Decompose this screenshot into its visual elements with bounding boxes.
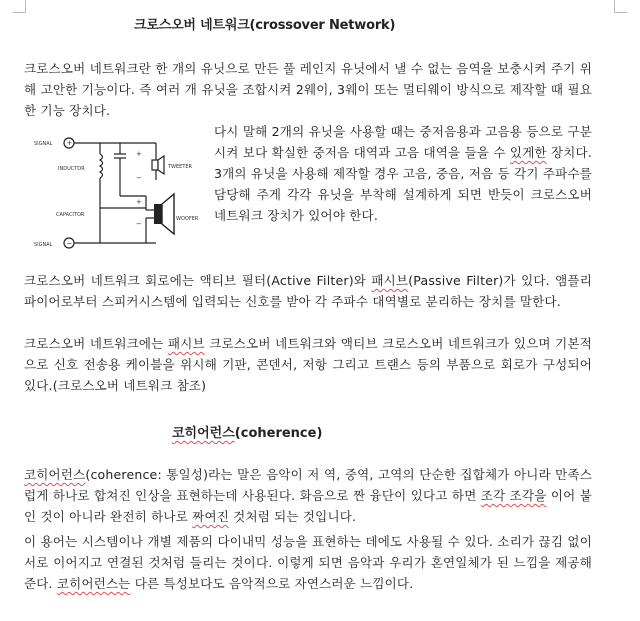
svg-text:−: − [66, 239, 73, 248]
spellcheck-word: 짜여진 [192, 509, 229, 524]
tweeter-minus-label: − [136, 174, 142, 182]
crossover-side-paragraph: 다시 말해 2개의 유닛을 사용할 때는 중저음용과 고음용 등으로 구분시켜 보다 확실한 중저음 대역과 고음 대역을 들을 수 있게한 장치다. 3개의 유닛을 사용해 제작할 경우 고음, 중음, 저음 등 각기 주파수를 담당해 주게 각각 유닛을 부착해 설계하게 되면 반듯이 크로스오버 네트워크 장치가 있어야 한다. [214, 124, 592, 223]
tweeter-speaker-icon [152, 156, 164, 174]
tweeter-label: TWEETER [168, 164, 193, 170]
capacitor-label: CAPACITOR [56, 212, 85, 218]
signal-bottom-label: SIGNAL [34, 242, 53, 248]
page-corner-mark-right [614, 0, 627, 13]
spellcheck-word: 조각 조각을 [480, 488, 547, 503]
spellcheck-word: 코히어런스는 [56, 576, 131, 591]
signal-plus-terminal-icon [64, 138, 74, 148]
crossover-components-paragraph: 크로스오버 네트워크에는 패시브 크로스오버 네트워크와 액티브 크로스오버 네트워크가 있으며 기본적으로 신호 전송용 케이블을 위시해 기판, 콘덴서, 저항 그리고 트랜스 등의 부품으로 회로가 구성되어 있다.(크로스오버 네트워크 참조) [24, 336, 592, 393]
signal-minus-terminal-icon [64, 238, 74, 248]
spellcheck-word: 패시브 [371, 273, 409, 288]
section-title-coherence: 코히어런스(coherence) [172, 426, 323, 441]
inductor-label: INDUCTOR [58, 166, 85, 172]
woofer-label: WOOFER [176, 216, 199, 222]
section-title-crossover: 크로스오버 네트워크(crossover Network) [134, 18, 396, 33]
coherence-definition-paragraph: 코히어런스(coherence: 통일성)라는 말은 음악이 저 역, 중역, 고역의 단순한 집합체가 아니라 만족스럽게 하나로 합쳐진 인상을 표현하는데 사용된다. 화음으로 짠 융단이 있다고 하면 조각 조각을 이어 붙인 것이 아니라 완전히 하나로 짜여진 것처럼 되는 것입니다. [24, 467, 592, 524]
svg-text:+: + [66, 139, 73, 147]
woofer-minus-label: − [136, 220, 142, 228]
spellcheck-word: 있게한 [509, 145, 547, 160]
crossover-circuit-paragraph: 크로스오버 네트워크 회로에는 액티브 필터(Active Filter)와 패시브(Passive Filter)가 있다. 앰플리파이어로부터 스피커시스템에 입력되는 신호를 받아 각 주파수 대역별로 분리하는 장치를 말한다. [24, 273, 592, 309]
woofer-plus-label: + [136, 198, 142, 206]
spellcheck-word: 패시브 [167, 336, 205, 351]
spellcheck-word: 코히어런스 [24, 467, 86, 482]
crossover-intro-text: 크로스오버 네트워크란 한 개의 유닛으로 만든 풀 레인지 유닛에서 낼 수 없는 음역을 보충시켜 주기 위해 고안한 기능이다. 즉 여러 개 유닛을 조합시켜 2웨이, 3웨이 또는 멀티웨이 방식으로 제작할 때 필요한 기능 장치다. [24, 61, 592, 118]
crossover-circuit-diagram [28, 130, 216, 258]
signal-top-label: SIGNAL [34, 141, 53, 147]
woofer-speaker-icon [154, 194, 174, 234]
coherence-usage-paragraph: 이 용어는 시스템이나 개별 제품의 다이내믹 성능을 표현하는 데에도 사용될 수 있다. 소리가 끊김 없이 서로 이어지고 연결된 것처럼 들리는 것이다. 이렇게 되면 음악과 우리가 혼연일체가 된 느낌을 제공해 준다. 코히어런스는 다른 특성보다도 음악적으로 자연스러운 느낌이다. [24, 534, 592, 591]
crossover-intro-paragraph [24, 58, 592, 121]
tweeter-plus-label: + [136, 150, 142, 158]
page-corner-mark-left [13, 0, 26, 13]
